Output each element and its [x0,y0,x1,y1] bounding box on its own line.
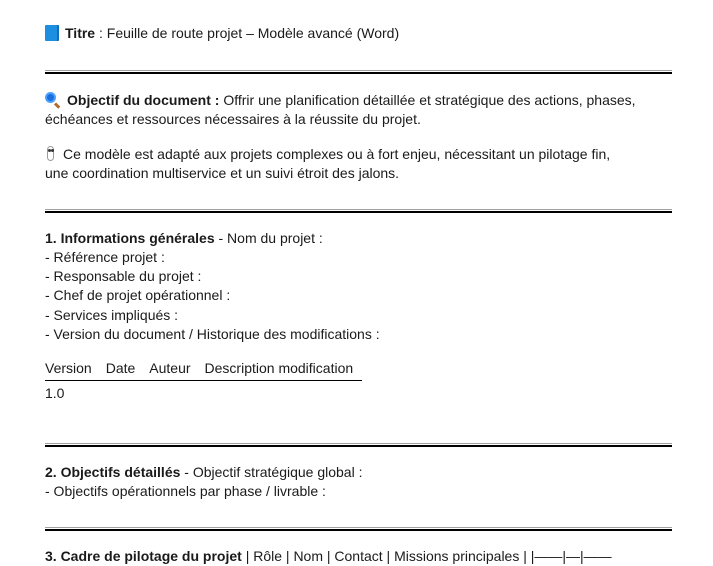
section1-project-name: - Nom du projet : [214,230,323,246]
column-header-date: Date [106,359,150,381]
column-header-description: Description modification [205,359,363,381]
cell-author [149,381,204,404]
objective-text-2: échéances et ressources nécessaires à la réussite du projet. [45,111,421,127]
section1-item: - Services impliqués : [45,307,179,323]
note-text-1: Ce modèle est adapté aux projets complexes ou à fort enjeu, nécessitant un pilotage fin, [63,146,611,162]
title-line [45,24,399,43]
title-label: Titre [65,25,96,41]
column-header-author: Auteur [149,359,204,381]
section1-heading-line [45,229,323,248]
note-text-2: une coordination multiservice et un suivi étroit des jalons. [45,165,400,181]
column-header-version: Version [45,359,106,381]
horizontal-divider [45,209,672,213]
section1-item: - Référence projet : [45,249,165,265]
cell-description [205,381,363,404]
section1-item: - Responsable du projet : [45,268,202,284]
section3-table-header-text: | Rôle | Nom | Contact | Missions principales | |——|—|—— [241,548,612,564]
horizontal-divider [45,443,672,447]
section3-heading-line [45,547,612,566]
section1-item: - Version du document / Historique des modifications : [45,326,380,342]
horizontal-divider [45,70,672,74]
magnifying-glass-icon [45,92,61,108]
blue-book-icon [45,25,59,41]
table-header-row [45,359,362,381]
section1-item: - Chef de projet opérationnel : [45,287,231,303]
section3-heading: 3. Cadre de pilotage du projet [45,548,242,564]
section2-heading: 2. Objectifs détaillés [45,464,181,480]
title-value: Feuille de route projet – Modèle avancé (Word) [106,25,400,41]
section1-heading: 1. Informations générales [45,230,215,246]
cell-version: 1.0 [45,385,65,401]
paperclip-icon [45,146,57,162]
horizontal-divider [45,527,672,531]
cell-date [106,381,150,404]
section2-item: - Objectifs opérationnels par phase / livrable : [45,483,326,499]
version-history-table [45,359,362,403]
note-line-1 [45,145,610,164]
table-row [45,381,362,404]
section2-heading-line [45,463,363,482]
objective-label: Objectif du document : [67,92,220,108]
title-separator: : [95,25,107,41]
section2-strategic-objective: - Objectif stratégique global : [180,464,363,480]
objective-line-1 [45,91,636,110]
objective-text-1: Offrir une planification détaillée et stratégique des actions, phases, [219,92,636,108]
